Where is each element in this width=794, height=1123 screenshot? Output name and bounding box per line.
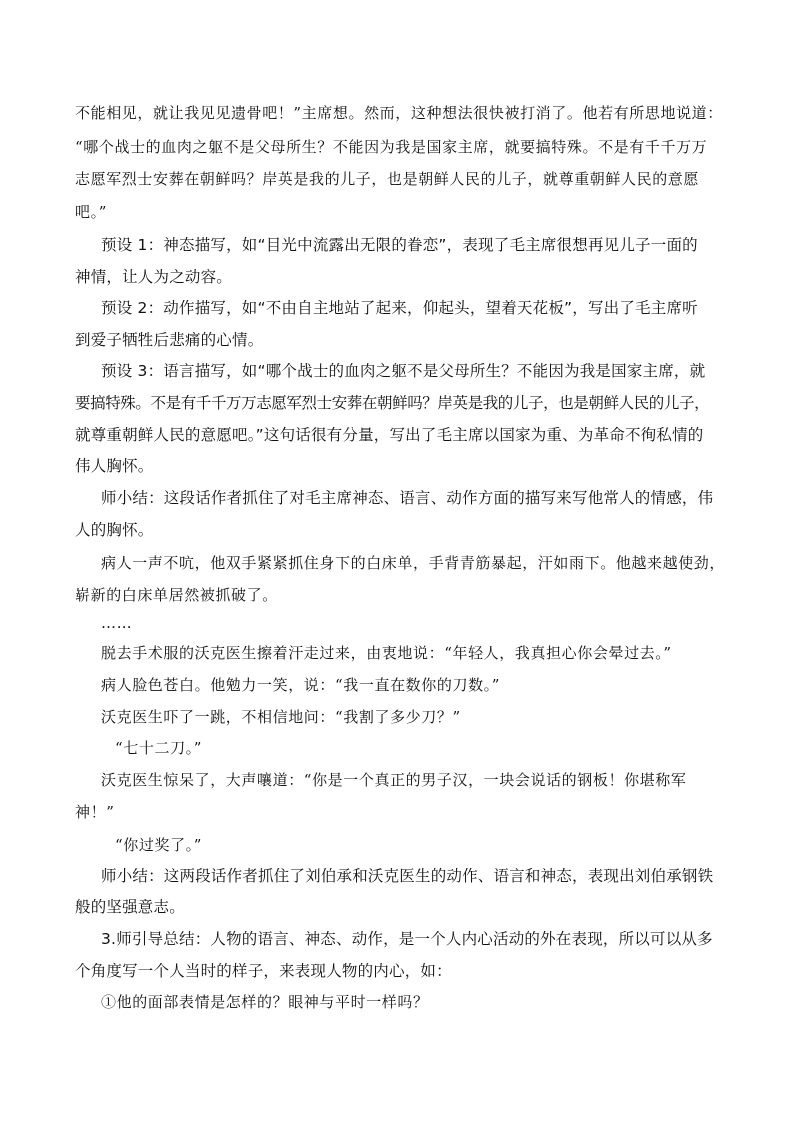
preset-3-line-4: 伟人胸怀。 xyxy=(75,457,154,475)
quote-line-1: 不能相见，就让我见见遗骨吧！”主席想。然而，这种想法很快被打消了。他若有所思地说道： xyxy=(75,104,723,122)
preset-3-line-2: 要搞特殊。不是有千千万万志愿军烈士安葬在朝鲜吗？岸英是我的儿子，也是朝鲜人民的儿子， xyxy=(75,394,710,412)
summary-2-line-1: 师小结：这两段话作者抓住了刘伯承和沃克医生的动作、语言和神态，表现出刘伯承钢铁 xyxy=(101,867,714,885)
excerpt-line-4: 病人脸色苍白。他勉力一笑，说：“我一直在数你的刀数。” xyxy=(101,676,501,694)
question-line-1: ①他的面部表情是怎样的？眼神与平时一样吗？ xyxy=(101,993,429,1011)
summary-1-line-2: 人的胸怀。 xyxy=(75,521,154,539)
excerpt-line-5: 沃克医生吓了一跳，不相信地问：“我割了多少刀？” xyxy=(101,708,461,726)
preset-3-line-3: 就尊重朝鲜人民的意愿吧。”这句话很有分量，写出了毛主席以国家为重、为革命不徇私情的 xyxy=(75,426,704,444)
preset-2-line-2: 到爱子牺牲后悲痛的心情。 xyxy=(75,331,264,349)
summary-2-line-2: 般的坚强意志。 xyxy=(75,898,185,916)
excerpt-line-3: 脱去手术服的沃克医生擦着汗走过来，由衷地说：“年轻人，我真担心你会晕过去。” xyxy=(101,644,672,662)
preset-1-line-2: 神情，让人为之动容。 xyxy=(75,268,233,286)
excerpt-line-1: 病人一声不吭，他双手紧紧抓住身下的白床单，手背青筋暴起，汗如雨下。他越来越使劲， xyxy=(101,554,726,572)
preset-3-line-1: 预设 3：语言描写，如“哪个战士的血肉之躯不是父母所生？不能因为我是国家主席，就 xyxy=(101,362,706,380)
quote-line-3: 志愿军烈士安葬在朝鲜吗？岸英是我的儿子，也是朝鲜人民的儿子，就尊重朝鲜人民的意愿 xyxy=(75,170,700,188)
summary-1-line-1: 师小结：这段话作者抓住了对毛主席神态、语言、动作方面的描写来写他常人的情感，伟 xyxy=(101,489,714,507)
excerpt-ellipsis: …… xyxy=(101,614,133,632)
preset-2-line-1: 预设 2：动作描写，如“不由自主地站了起来，仰起头，望着天花板”，写出了毛主席听 xyxy=(101,299,698,317)
conclusion-line-2: 个角度写一个人当时的样子，来表现人物的内心，如： xyxy=(75,962,452,980)
excerpt-line-6: “七十二刀。” xyxy=(115,739,203,757)
conclusion-line-1: 3.师引导总结：人物的语言、神态、动作，是一个人内心活动的外在表现，所以可以从多 xyxy=(101,930,713,948)
preset-1-line-1: 预设 1：神态描写，如“目光中流露出无限的眷恋”，表现了毛主席很想再见儿子一面的 xyxy=(101,236,698,254)
excerpt-line-8: 神！” xyxy=(75,803,115,821)
quote-line-4: 吧。” xyxy=(75,203,107,221)
excerpt-line-9: “你过奖了。” xyxy=(115,836,203,854)
excerpt-line-7: 沃克医生惊呆了，大声嚷道：“你是一个真正的男子汉，一块会说话的钢板！你堪称军 xyxy=(101,771,687,789)
excerpt-line-2: 崭新的白床单居然被抓破了。 xyxy=(75,586,278,604)
quote-line-2: “哪个战士的血肉之躯不是父母所生？不能因为我是国家主席，就要搞特殊。不是有千千万万 xyxy=(75,138,708,156)
